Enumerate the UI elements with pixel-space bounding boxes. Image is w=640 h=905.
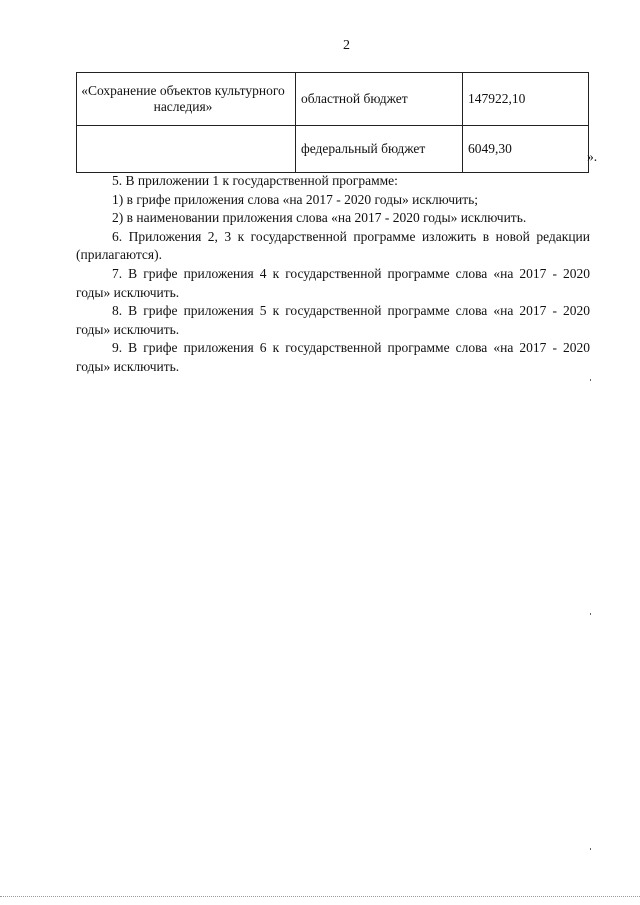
closing-quote: ». (587, 149, 598, 164)
paragraph: 2) в наименовании приложения слова «на 2017 - 2020 годы» исключить. (112, 210, 527, 226)
table-cell-source: областной бюджет (296, 73, 463, 126)
body-text (76, 172, 590, 377)
paragraph: 1) в грифе приложения слова «на 2017 - 2020 годы» исключить; (112, 191, 479, 207)
paragraph: 9. В грифе приложения 6 к государственной программе слова «на 2017 - 2020 годы» исключить. (76, 340, 590, 374)
scan-speck (590, 379, 591, 381)
table-cell-name: «Сохранение объектов культурного наследия» (77, 73, 296, 126)
table-cell-source: федеральный бюджет (296, 126, 463, 173)
budget-table (76, 72, 589, 173)
table-row (77, 73, 589, 126)
paragraph: 7. В грифе приложения 4 к государственной программе слова «на 2017 - 2020 годы» исключить. (76, 265, 590, 300)
paragraph: 6. Приложения 2, 3 к государственной программе изложить в новой редакции (прилагаются). (76, 228, 590, 263)
scan-edge-line (0, 896, 640, 897)
table-cell-name (77, 126, 296, 173)
scan-speck (590, 613, 591, 615)
table-row (77, 126, 589, 173)
page-number: 2 (343, 38, 350, 53)
paragraph: 8. В грифе приложения 5 к государственной программе слова «на 2017 - 2020 годы» исключить. (76, 303, 590, 337)
table-cell-amount: 147922,10 (463, 73, 589, 126)
paragraph: 5. В приложении 1 к государственной программе: (112, 173, 398, 188)
scan-speck (590, 848, 591, 850)
table-cell-amount: 6049,30 (463, 126, 589, 173)
